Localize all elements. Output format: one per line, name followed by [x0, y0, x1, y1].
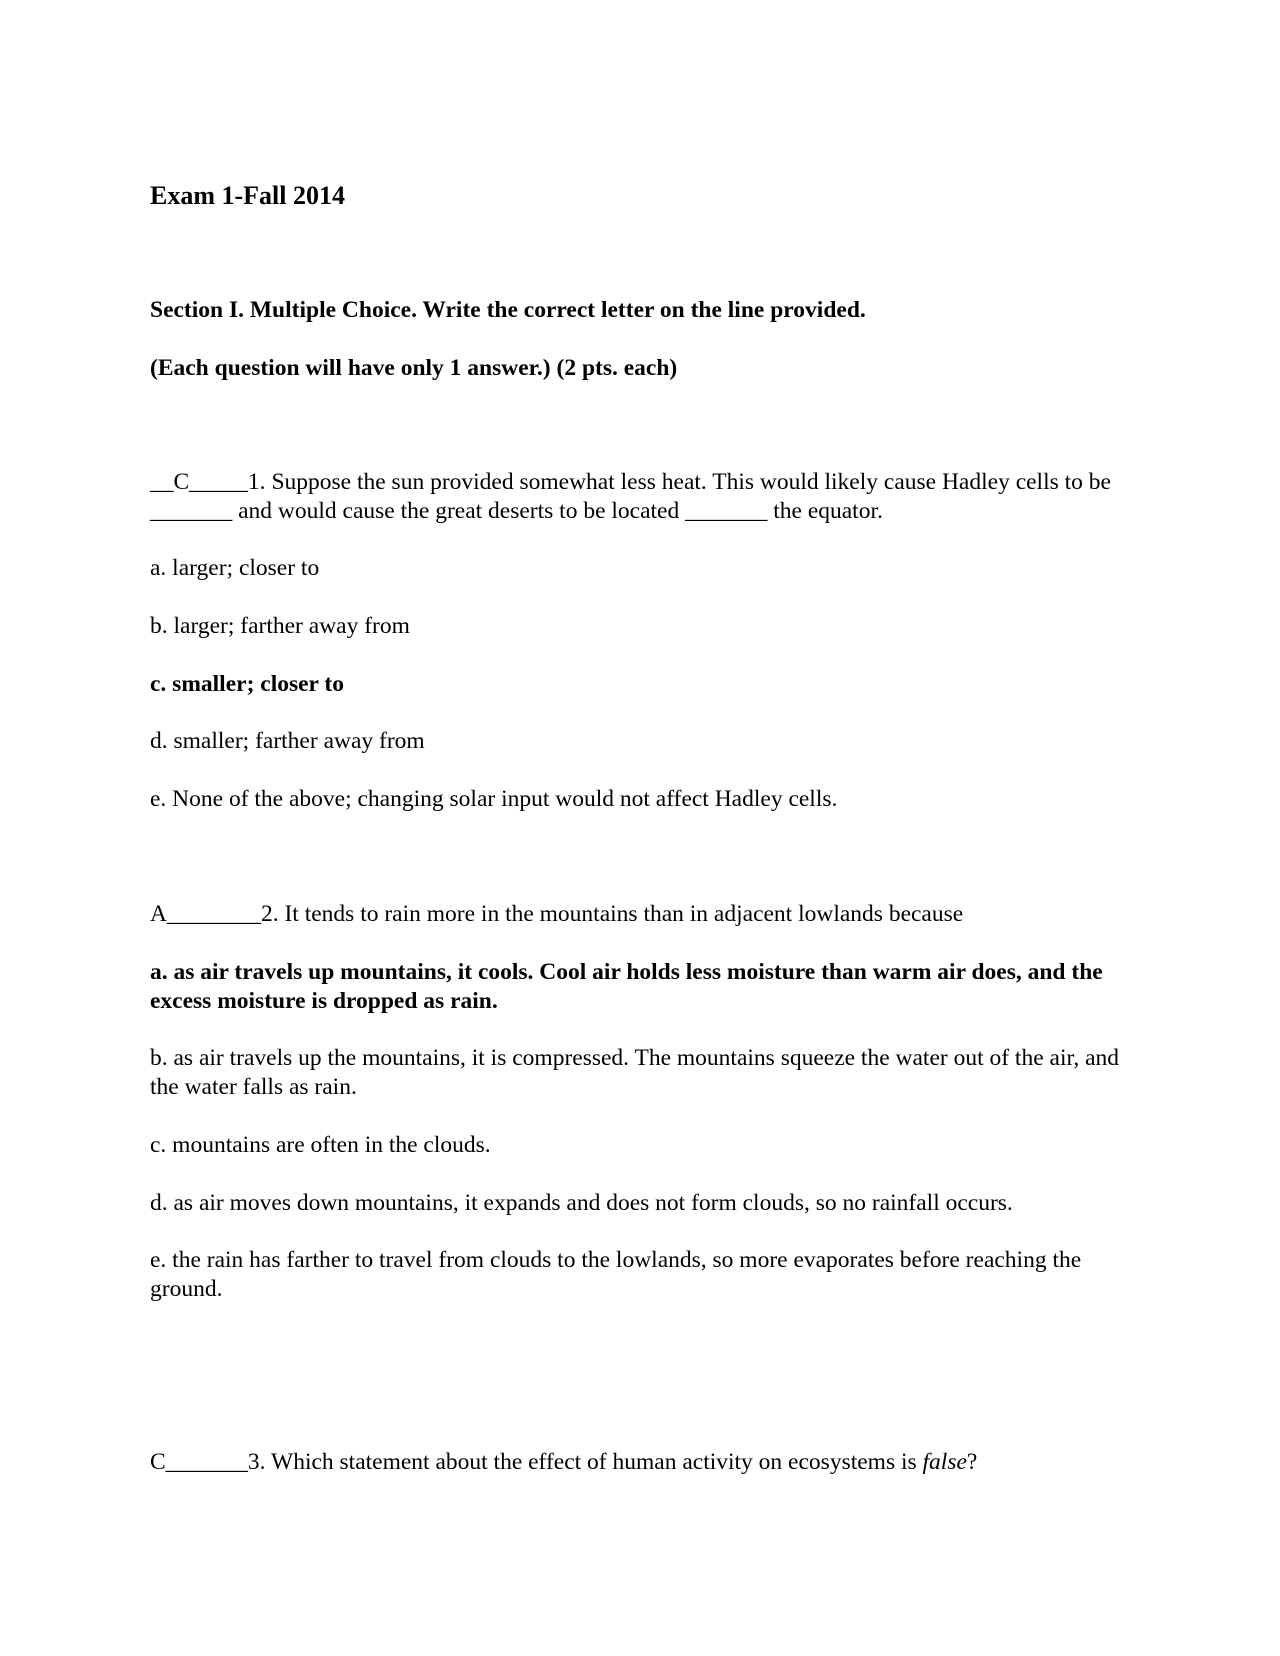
question-2-text: It tends to rain more in the mountains than in adjacent lowlands because — [278, 901, 964, 927]
question-1-stem — [150, 468, 1130, 526]
question-1-option-a: a. larger; closer to — [150, 555, 320, 581]
question-1-option-b: b. larger; farther away from — [150, 613, 410, 639]
question-1-option-c: c. smaller; closer to — [150, 671, 345, 697]
exam-title: Exam 1-Fall 2014 — [150, 181, 345, 210]
question-1-option-e: e. None of the above; changing solar input would not affect Hadley cells. — [150, 786, 838, 812]
question-1-text: Suppose the sun provided somewhat less heat. This would likely cause Hadley cells to be _______ and would cause the great deserts to be located _______ the equator. — [150, 469, 1111, 524]
question-2-option-e: e. the rain has farther to travel from clouds to the lowlands, so more evaporates before reaching the ground. — [150, 1247, 1082, 1302]
question-3-answer-line: C_______3. — [150, 1449, 266, 1475]
question-2-option-a: a. as air travels up mountains, it cools. Cool air holds less moisture than warm air does, and the excess moisture is dropped as rain. — [150, 959, 1103, 1014]
question-1-answer-line: __C_____1. — [150, 469, 266, 495]
question-2-option-d: d. as air moves down mountains, it expands and does not form clouds, so no rainfall occurs. — [150, 1190, 1013, 1216]
question-3-text: Which statement about the effect of human activity on ecosystems is — [265, 1449, 923, 1475]
question-2-option-c: c. mountains are often in the clouds. — [150, 1132, 491, 1158]
question-1-option-d: d. smaller; farther away from — [150, 728, 425, 754]
question-2-option-b: b. as air travels up the mountains, it is compressed. The mountains squeeze the water out of the air, and the water falls as rain. — [150, 1045, 1120, 1100]
question-2-stem — [150, 900, 1130, 929]
question-3-text-end: ? — [966, 1449, 978, 1475]
section-note: (Each question will have only 1 answer.) (2 pts. each) — [150, 355, 678, 381]
question-2-answer-line: A________2. — [150, 901, 279, 927]
question-3-stem — [150, 1448, 1130, 1477]
question-3-emphasis: false — [922, 1449, 967, 1475]
section-heading: Section I. Multiple Choice. Write the correct letter on the line provided. — [150, 297, 866, 323]
